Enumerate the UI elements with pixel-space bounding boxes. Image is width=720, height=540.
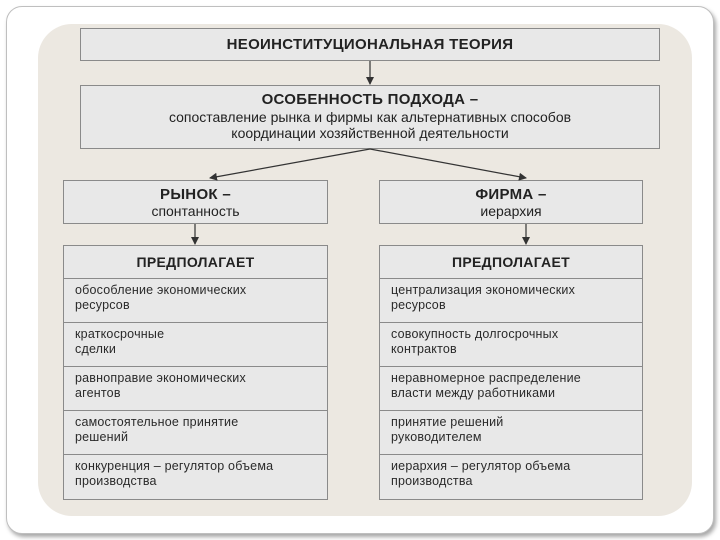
item-text: конкуренция – регулятор объема	[75, 459, 274, 473]
item-text: производства	[391, 474, 473, 488]
item-text: принятие решений	[391, 415, 504, 429]
arrow-approach-to-firm	[370, 149, 526, 178]
item-text: равноправие экономических	[75, 371, 246, 385]
firm-heading: ФИРМА –	[475, 186, 547, 203]
approach-heading: ОСОБЕННОСТЬ ПОДХОДА –	[261, 91, 479, 108]
item-text: иерархия – регулятор объема	[391, 459, 571, 473]
market-implies-label: ПРЕДПОЛАГАЕТ	[136, 254, 255, 270]
item-text: неравномерное распределение	[391, 371, 581, 385]
market-heading: РЫНОК –	[160, 186, 231, 203]
item-text: централизация экономических	[391, 283, 576, 297]
item-text: производства	[75, 474, 157, 488]
item-text: обособление экономических	[75, 283, 247, 297]
approach-line-2: координации хозяйственной деятельности	[231, 125, 509, 141]
item-text: власти между работниками	[391, 386, 556, 400]
item-text: руководителем	[391, 430, 482, 444]
item-text: решений	[75, 430, 129, 444]
item-text: ресурсов	[75, 298, 130, 312]
item-text: самостоятельное принятие	[75, 415, 239, 429]
firm-subtitle: иерархия	[480, 203, 542, 219]
item-text: ресурсов	[391, 298, 446, 312]
item-text: контрактов	[391, 342, 457, 356]
approach-line-1: сопоставление рынка и фирмы как альтернативных способов	[168, 109, 572, 125]
theory-title: НЕОИНСТИТУЦИОНАЛЬНАЯ ТЕОРИЯ	[226, 36, 514, 53]
item-text: агентов	[75, 386, 121, 400]
arrow-approach-to-market	[210, 149, 370, 178]
item-text: сделки	[75, 342, 117, 356]
firm-implies-label: ПРЕДПОЛАГАЕТ	[452, 254, 570, 270]
market-subtitle: спонтанность	[151, 203, 240, 219]
item-text: совокупность долгосрочных	[391, 327, 559, 341]
item-text: краткосрочные	[75, 327, 165, 341]
